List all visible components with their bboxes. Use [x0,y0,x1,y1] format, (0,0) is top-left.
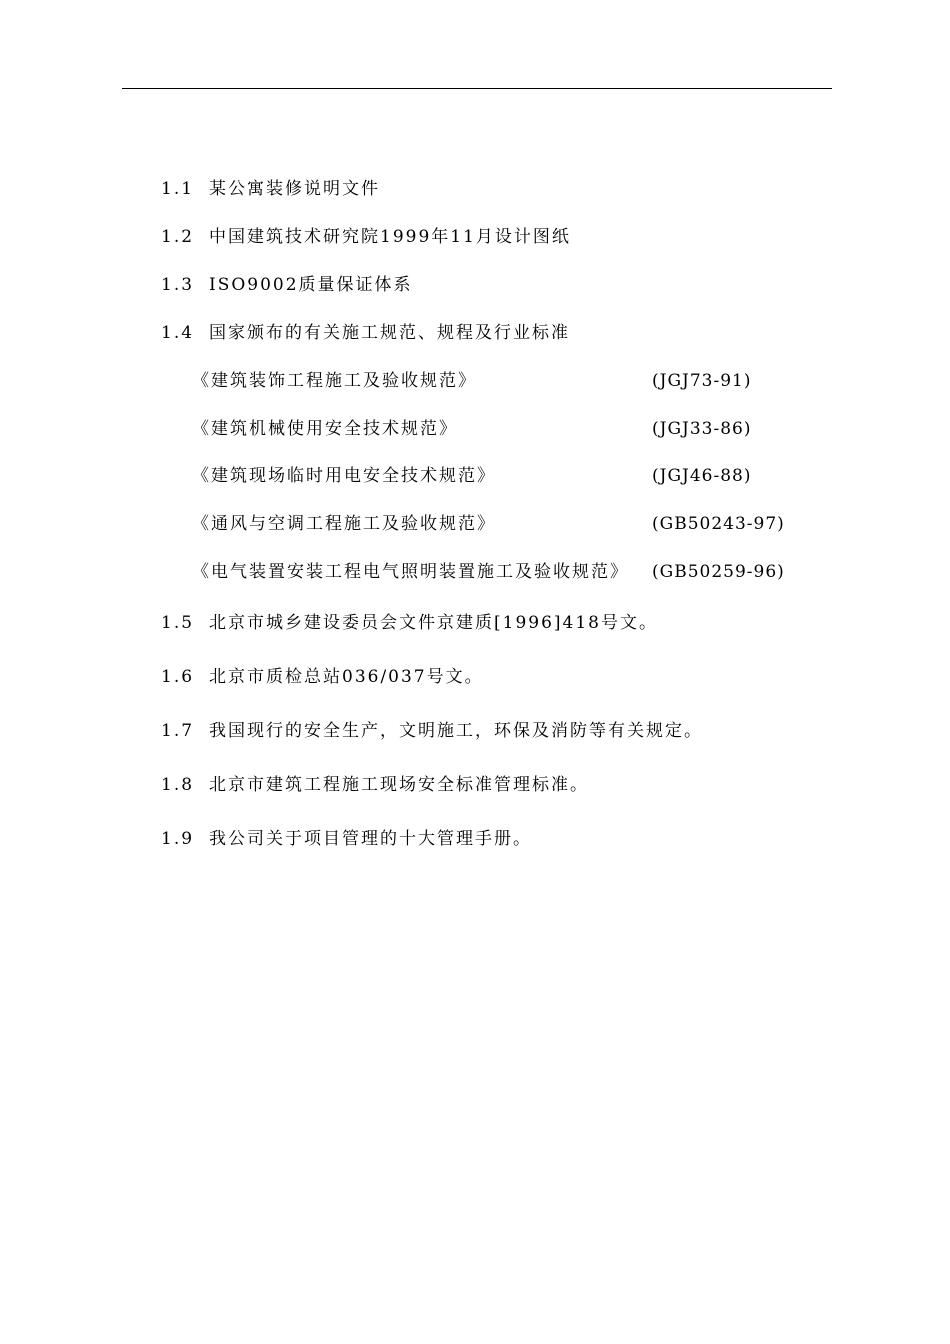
standard-title: 《建筑现场临时用电安全技术规范》 [192,466,496,486]
item-number: 1.6 [161,667,195,687]
item-text: ISO9002质量保证体系 [209,275,413,295]
standard-title: 《电气装置安装工程电气照明装置施工及验收规范》 [192,562,629,582]
header-rule [122,88,832,89]
item-text: 中国建筑技术研究院1999年11月设计图纸 [209,227,571,247]
item-number: 1.3 [161,275,195,295]
item-number: 1.9 [161,829,195,849]
standard-title: 《建筑机械使用安全技术规范》 [192,419,458,439]
standard-title: 《建筑装饰工程施工及验收规范》 [192,371,477,391]
item-number: 1.4 [161,323,195,343]
item-number: 1.1 [161,179,195,199]
standard-title: 《通风与空调工程施工及验收规范》 [192,514,496,534]
item-number: 1.8 [161,775,195,795]
item-text: 某公寓装修说明文件 [209,179,380,199]
standard-code: (JGJ46-88) [652,466,752,486]
item-number: 1.5 [161,613,195,633]
item-text: 北京市建筑工程施工现场安全标准管理标准。 [209,775,589,795]
item-number: 1.7 [161,721,195,741]
item-text: 我公司关于项目管理的十大管理手册。 [209,829,532,849]
item-number: 1.2 [161,227,195,247]
item-text: 国家颁布的有关施工规范、规程及行业标准 [209,323,570,343]
standard-code: (GB50243-97) [652,514,785,534]
item-text: 北京市质检总站036/037号文。 [209,667,484,687]
standard-code: (GB50259-96) [652,562,785,582]
standard-code: (JGJ73-91) [652,371,752,391]
item-text: 我国现行的安全生产，文明施工，环保及消防等有关规定。 [209,721,703,741]
item-text: 北京市城乡建设委员会文件京建质[1996]418号文。 [209,613,658,633]
standard-code: (JGJ33-86) [652,419,752,439]
